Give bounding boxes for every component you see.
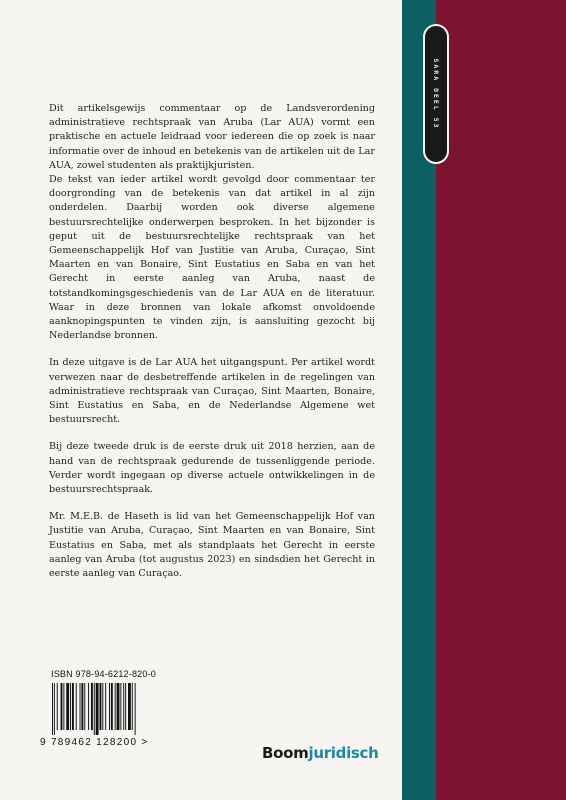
barcode-bar: [91, 683, 93, 730]
author-bio-paragraph: Mr. M.E.B. de Haseth is lid van het Gemeenschappelijk Hof van Justitie van Aruba, Curaçao, Sint Maarten en van Bonaire, Sint Eustatius en Saba, met als standplaats het Gerecht in eerste aanleg van Aruba (tot augustus 2023) en sindsdien het Gerecht in eerste aanleg van Curaçao.: [49, 511, 375, 580]
barcode-bar: [72, 683, 74, 730]
barcode-bar: [109, 683, 110, 730]
blurb-paragraph-1: Dit artikelsgewijs commentaar op de Landsverordening administratieve rechtspraak van Aruba (Lar AUA) vormt een praktische en actuele leidraad voor iedereen die op zoek is naar informatie over de inhoud en betekenis van de artikelen uit de Lar AUA, zowel studenten als praktijkjuristen.: [49, 103, 375, 171]
barcode-bar: [123, 683, 124, 730]
blurb-paragraph-2: De tekst van ieder artikel wordt gevolgd door commentaar ter doorgronding van de betekenis van dat artikel in al zijn onderdelen. Daarbij worden ook diverse algemene bestuursrechtelijke onderwerpen besproken. In het bijzonder is geput uit de bestuursrechtelijke rechtspraak van het Gemeenschappelijk Hof van Justitie van Aruba, Curaçao, Sint Maarten en van Bonaire, Sint Eustatius en Saba en van het Gerecht in eerste aanleg van Aruba, naast de totstandkomingsgeschiedenis van de Lar AUA en de literatuur. Waar in deze bronnen van lokale afkomst onvoldoende aanknopingspunten te vinden zijn, is aansluiting gezocht bij Nederlandse bronnen.: [49, 174, 375, 342]
barcode-bar: [135, 683, 136, 735]
barcode-bar: [88, 683, 89, 730]
barcode-bar: [115, 683, 116, 730]
spine-series-label: [423, 24, 449, 164]
barcode-bar: [57, 683, 58, 730]
barcode-bar: [105, 683, 106, 730]
front-cover-maroon-band: [436, 0, 566, 800]
barcode-bar: [125, 683, 126, 730]
barcode-bar: [76, 683, 77, 730]
blurb-paragraph-4: Bij deze tweede druk is de eerste druk uit 2018 herzien, aan de hand van de rechtspraak gedurende de tussenliggende periode. Verder wordt ingegaan op diverse actuele ontwikkelingen in de bestuursrechtspraak.: [49, 441, 375, 496]
barcode-bar: [66, 683, 69, 730]
barcode-bar: [128, 683, 131, 730]
barcode-bar: [70, 683, 71, 730]
publisher-logo-bold: Boom: [262, 744, 309, 762]
barcode-bar: [100, 683, 102, 730]
barcode-bar: [117, 683, 120, 730]
barcode-bar: [102, 683, 103, 730]
barcode-bar: [52, 683, 53, 735]
barcode-bar: [132, 683, 133, 730]
barcode-digits: 9 789462 128200 >: [40, 737, 149, 748]
spine-series-text: SARA DEEL 53: [432, 58, 440, 130]
back-cover-blurb: [49, 102, 375, 594]
publisher-logo: [262, 744, 379, 762]
isbn-barcode-icon: [51, 683, 175, 735]
barcode-bar: [84, 683, 85, 730]
barcode-bar: [81, 683, 83, 730]
barcode-bar: [54, 683, 55, 735]
barcode-bar: [63, 683, 64, 730]
publisher-logo-light: juridisch: [308, 744, 379, 762]
isbn-label: ISBN 978-94-6212-820-0: [51, 669, 156, 679]
barcode-bar: [94, 683, 95, 735]
barcode-bar: [61, 683, 63, 730]
barcode-bar: [120, 683, 121, 730]
barcode-bar: [111, 683, 113, 730]
barcode-bar: [96, 683, 99, 735]
barcode-bar: [80, 683, 81, 730]
blurb-paragraph-3: In deze uitgave is de Lar AUA het uitgangspunt. Per artikel wordt verwezen naar de desbetreffende artikelen in de regelingen van administratieve rechtspraak van Curaçao, Sint Maarten, Bonaire, Sint Eustatius en Saba, en de Nederlandse Algemene wet bestuursrecht.: [49, 357, 375, 426]
